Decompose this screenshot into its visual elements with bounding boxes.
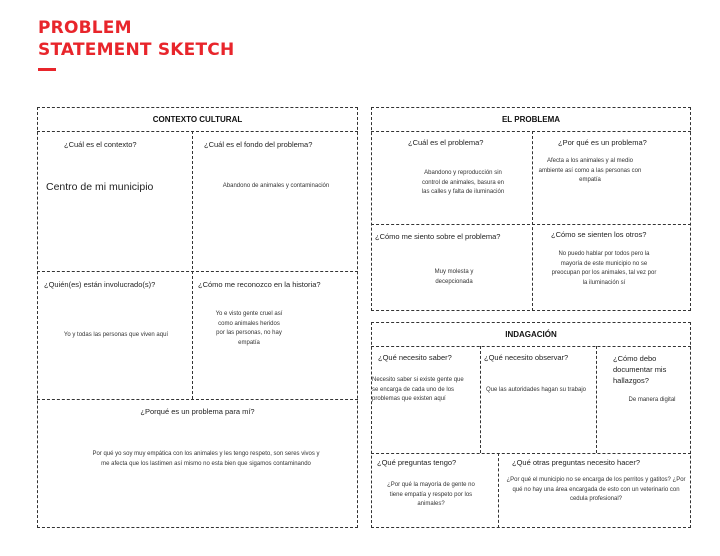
indagacion-a5: ¿Por qué el municipio no se encarga de los perritos y gatitos? ¿Por qué no hay una área encargada de esto con un veterinario con cedula profesional?: [506, 477, 686, 502]
indagacion-a3: De manera digital: [628, 397, 676, 403]
contexto-a5: Por qué yo soy muy empática con los animales y les tengo respeto, son seres vivos y me afecta que los lastimen así mismo no esta bien que sigamos contaminando: [92, 451, 320, 467]
contexto-col-divider: [192, 131, 193, 399]
contexto-q3: ¿Quién(es) están involucrado(s)?: [44, 280, 156, 289]
problema-q3: ¿Cómo me siento sobre el problema?: [375, 232, 501, 241]
problema-header: EL PROBLEMA: [501, 115, 561, 124]
indagacion-row-divider: [371, 453, 691, 454]
indagacion-header: INDAGACIÓN: [505, 330, 557, 339]
problema-q4: ¿Cómo se sienten los otros?: [551, 230, 647, 239]
indagacion-a4: ¿Por qué la mayoría de gente no tiene empatía y respeto por los animales?: [387, 482, 475, 507]
indagacion-a2: Que las autoridades hagan su trabajo: [485, 387, 587, 393]
problema-header-divider: [371, 131, 691, 132]
contexto-row-divider-2: [37, 399, 358, 400]
problema-a2: Afecta a los animales y al medio ambiente así como a las personas con empatía: [538, 158, 642, 183]
indagacion-header-divider: [371, 346, 691, 347]
problema-q1: ¿Cuál es el problema?: [408, 138, 484, 147]
problema-a3: Muy molesta y decepcionada: [434, 269, 474, 285]
problema-row-divider: [371, 224, 691, 225]
problema-q2: ¿Por qué es un problema?: [558, 138, 647, 147]
title-underline: [38, 68, 56, 71]
indagacion-a1: Necesito saber si existe gente que se encarga de cada uno de los problemas que existen aquí: [372, 377, 464, 402]
indagacion-col-divider-2: [596, 346, 597, 453]
contexto-q5: ¿Porqué es un problema para mí?: [140, 407, 255, 416]
indagacion-q5: ¿Qué otras preguntas necesito hacer?: [512, 458, 640, 467]
contexto-a4: Yo e visto gente cruel así como animales heridos por las personas, no hay empatía: [215, 311, 283, 346]
title-line-1: PROBLEM: [38, 18, 132, 38]
indagacion-col-divider-1: [480, 346, 481, 453]
indagacion-q3: ¿Cómo debo documentar mis hallazgos?: [613, 354, 667, 385]
indagacion-q2: ¿Qué necesito observar?: [484, 353, 569, 362]
contexto-a2: Abandono de animales y contaminación: [222, 183, 330, 189]
page-title: [38, 17, 234, 61]
contexto-a3: Yo y todas las personas que viven aquí: [63, 332, 169, 338]
contexto-header-divider: [37, 131, 358, 132]
contexto-q4: ¿Cómo me reconozco en la historia?: [198, 280, 321, 289]
contexto-a1: Centro de mi municipio: [46, 181, 154, 193]
contexto-q2: ¿Cuál es el fondo del problema?: [204, 140, 313, 149]
indagacion-q1: ¿Qué necesito saber?: [378, 353, 452, 362]
contexto-row-divider-1: [37, 271, 358, 272]
indagacion-q4: ¿Qué preguntas tengo?: [377, 458, 457, 467]
problema-a1: Abandono y reproducción sin control de animales, basura en las calles y falta de iluminación: [421, 170, 505, 195]
title-line-2: STATEMENT SKETCH: [38, 40, 235, 60]
indagacion-col-divider-3: [498, 453, 499, 528]
contexto-q1: ¿Cuál es el contexto?: [64, 140, 137, 149]
problema-a4: No puedo hablar por todos pero la mayoría de este municipio no se preocupan por los animales, tal vez por la iluminación sí: [551, 251, 657, 286]
problema-col-divider: [532, 131, 533, 311]
contexto-header: CONTEXTO CULTURAL: [152, 115, 243, 124]
